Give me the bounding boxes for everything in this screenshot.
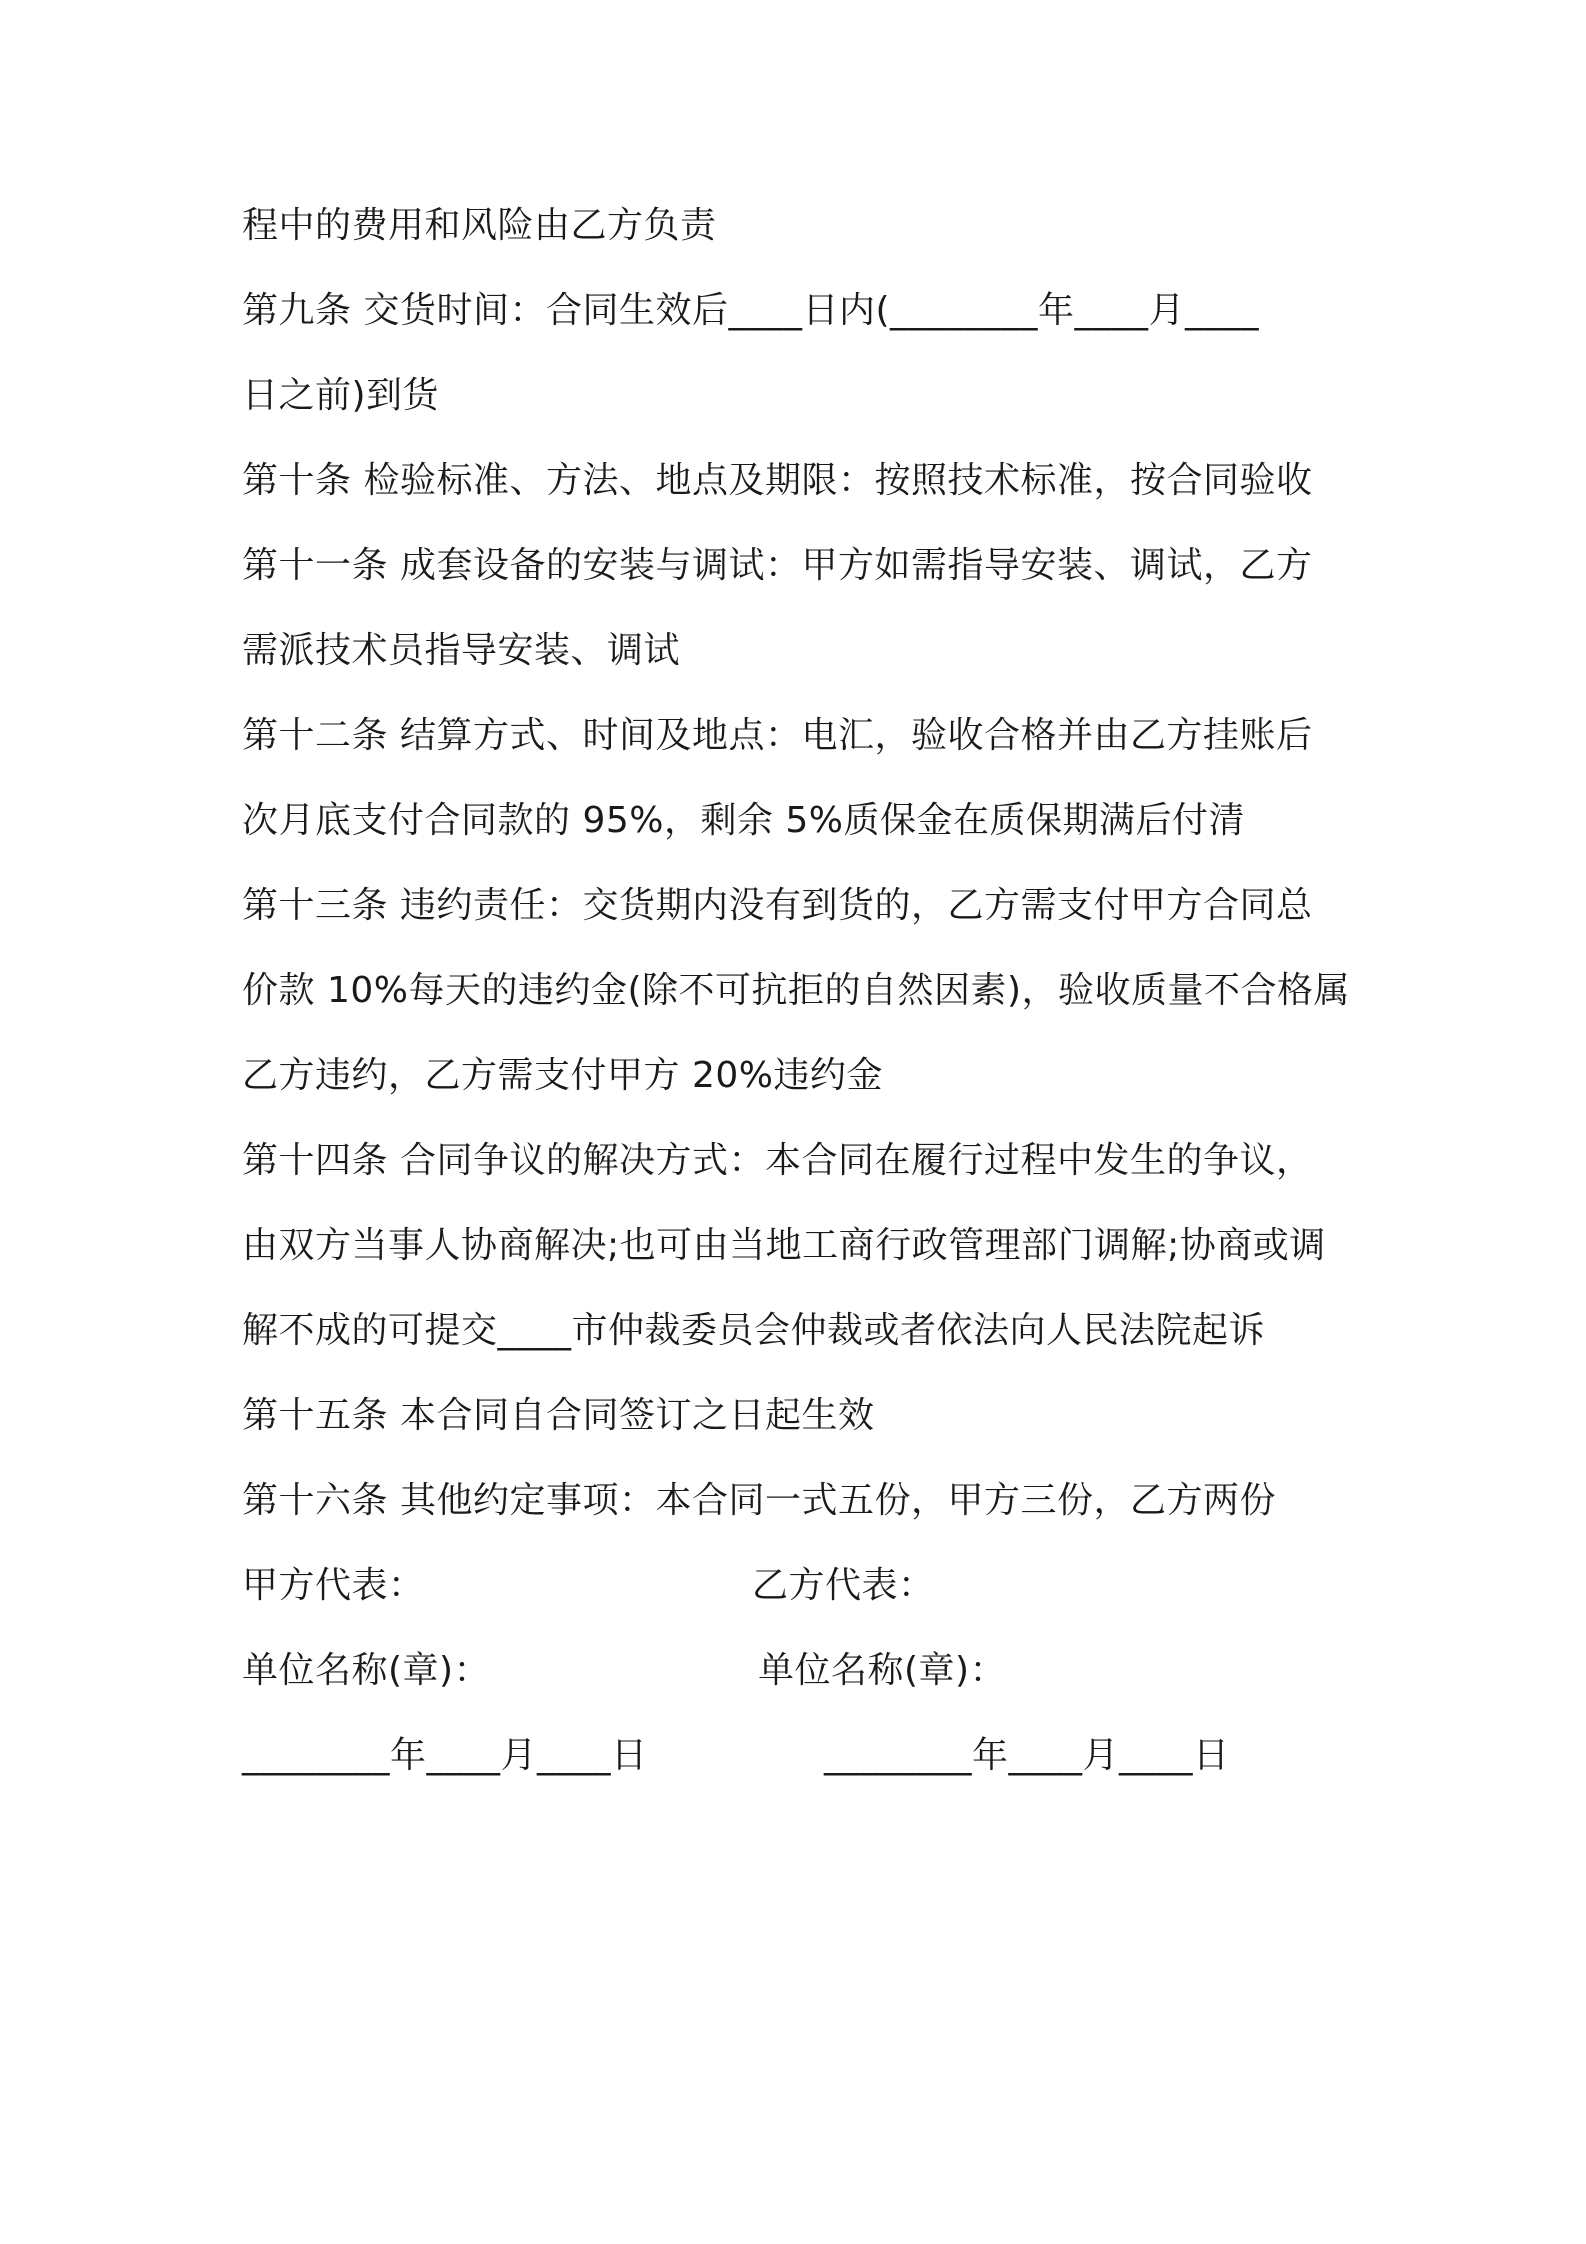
clause-line: 第九条 交货时间：合同生效后____日内(________年____月____ bbox=[242, 290, 1259, 331]
clause-line: 乙方违约，乙方需支付甲方 20%违约金 bbox=[242, 1055, 883, 1096]
party-b-date: ________年____月____日 bbox=[824, 1735, 1230, 1776]
clause-line: 第十五条 本合同自合同签订之日起生效 bbox=[242, 1395, 875, 1436]
clause-line: 第十三条 违约责任：交货期内没有到货的，乙方需支付甲方合同总 bbox=[242, 885, 1313, 926]
clause-line: 由双方当事人协商解决;也可由当地工商行政管理部门调解;协商或调 bbox=[242, 1225, 1326, 1266]
clause-line: 第十六条 其他约定事项：本合同一式五份，甲方三份，乙方两份 bbox=[242, 1480, 1276, 1521]
clause-line: 价款 10%每天的违约金(除不可抗拒的自然因素)，验收质量不合格属 bbox=[242, 970, 1351, 1011]
clause-line: 程中的费用和风险由乙方负责 bbox=[242, 205, 717, 246]
party-a-unit-name: 单位名称(章)： bbox=[242, 1650, 491, 1691]
clause-line: 第十二条 结算方式、时间及地点：电汇，验收合格并由乙方挂账后 bbox=[242, 715, 1313, 756]
clause-line: 需派技术员指导安装、调试 bbox=[242, 630, 681, 671]
clause-line: 解不成的可提交____市仲裁委员会仲裁或者依法向人民法院起诉 bbox=[242, 1310, 1266, 1351]
clause-line: 第十条 检验标准、方法、地点及期限：按照技术标准，按合同验收 bbox=[242, 460, 1313, 501]
clause-line: 次月底支付合同款的 95%，剩余 5%质保金在质保期满后付清 bbox=[242, 800, 1246, 841]
party-a-representative: 甲方代表： bbox=[242, 1565, 425, 1606]
party-a-date: ________年____月____日 bbox=[242, 1735, 648, 1776]
party-b-representative: 乙方代表： bbox=[752, 1565, 935, 1606]
party-b-unit-name: 单位名称(章)： bbox=[758, 1650, 1007, 1691]
clause-line: 日之前)到货 bbox=[242, 375, 440, 416]
clause-line: 第十四条 合同争议的解决方式：本合同在履行过程中发生的争议， bbox=[242, 1140, 1313, 1181]
clause-line: 第十一条 成套设备的安装与调试：甲方如需指导安装、调试，乙方 bbox=[242, 545, 1313, 586]
